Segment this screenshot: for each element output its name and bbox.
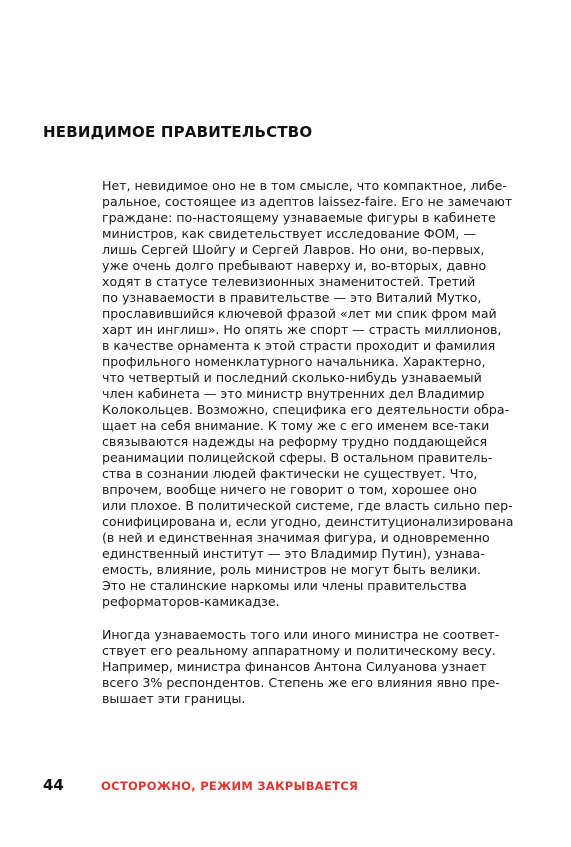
text-line: вышает эти границы. (102, 691, 246, 706)
paragraph (102, 627, 500, 707)
page-footer (43, 776, 358, 794)
text-line: министров, как свидетельствует исследование ФОМ, — (102, 226, 476, 241)
text-line: что четвертый и последний сколько-нибудь узнаваемый (102, 370, 482, 385)
text-line: Это не сталинские наркомы или члены правительства (102, 578, 467, 593)
text-line: (в ней и единственная значимая фигура, и одновременно (102, 530, 490, 545)
text-line: ходят в статусе телевизионных знаменитостей. Третий (102, 274, 476, 289)
text-line: единственный институт — это Владимир Путин), узнава- (102, 546, 485, 561)
paragraph (102, 178, 514, 610)
text-line: связываются надежды на реформу трудно поддающейся (102, 434, 488, 449)
text-line: впрочем, вообще ничего не говорит о том, хорошее оно (102, 482, 477, 497)
text-line: сонифицирована и, если угодно, деинституционализирована (102, 514, 514, 529)
running-title: ОСТОРОЖНО, РЕЖИМ ЗАКРЫВАЕТСЯ (101, 779, 359, 793)
text-line: член кабинета — это министр внутренних дел Владимир (102, 386, 485, 401)
text-line: или плохое. В политической системе, где власть сильно пер- (102, 498, 513, 513)
text-line: всего 3% респондентов. Степень же его влияния явно пре- (102, 675, 500, 690)
section-heading: НЕВИДИМОЕ ПРАВИТЕЛЬСТВО (43, 123, 313, 141)
body-text (102, 178, 514, 707)
text-line: Колокольцев. Возможно, специфика его деятельности обра- (102, 402, 510, 417)
text-line: граждане: по-настоящему узнаваемые фигуры в кабинете (102, 210, 496, 225)
text-line: реанимации полицейской сферы. В остальном правитель- (102, 450, 493, 465)
paragraph-gap (102, 610, 492, 627)
text-line: профильного номенклатурного начальника. Характерно, (102, 354, 486, 369)
text-line: щает на себя внимание. К тому же с его именем все-таки (102, 418, 490, 433)
text-line: Иногда узнаваемость того или иного министра не соответ- (102, 627, 500, 642)
text-line: Нет, невидимое оно не в том смысле, что компактное, либе- (102, 178, 507, 193)
text-line: уже очень долго пребывают наверху и, во-вторых, давно (102, 258, 487, 273)
text-line: ствует его реальному аппаратному и политическому весу. (102, 643, 496, 658)
text-line: ральное, состоящее из адептов laissez-faire. Его не замечают (102, 194, 513, 209)
text-line: прославившийся ключевой фразой «лет ми спик фром май (102, 306, 497, 321)
text-line: Например, министра финансов Антона Силуанова узнает (102, 659, 487, 674)
text-line: ства в сознании людей фактически не существует. Что, (102, 466, 478, 481)
text-line: реформаторов-камикадзе. (102, 594, 280, 609)
page-number: 44 (43, 776, 64, 794)
text-line: лишь Сергей Шойгу и Сергей Лавров. Но они, во-первых, (102, 242, 485, 257)
text-line: харт ин инглиш». Но опять же спорт — страсть миллионов, (102, 322, 502, 337)
text-line: по узнаваемости в правительстве — это Виталий Мутко, (102, 290, 482, 305)
text-line: емость, влияние, роль министров не могут быть велики. (102, 562, 481, 577)
text-line: в качестве орнамента к этой страсти проходит и фамилия (102, 338, 496, 353)
